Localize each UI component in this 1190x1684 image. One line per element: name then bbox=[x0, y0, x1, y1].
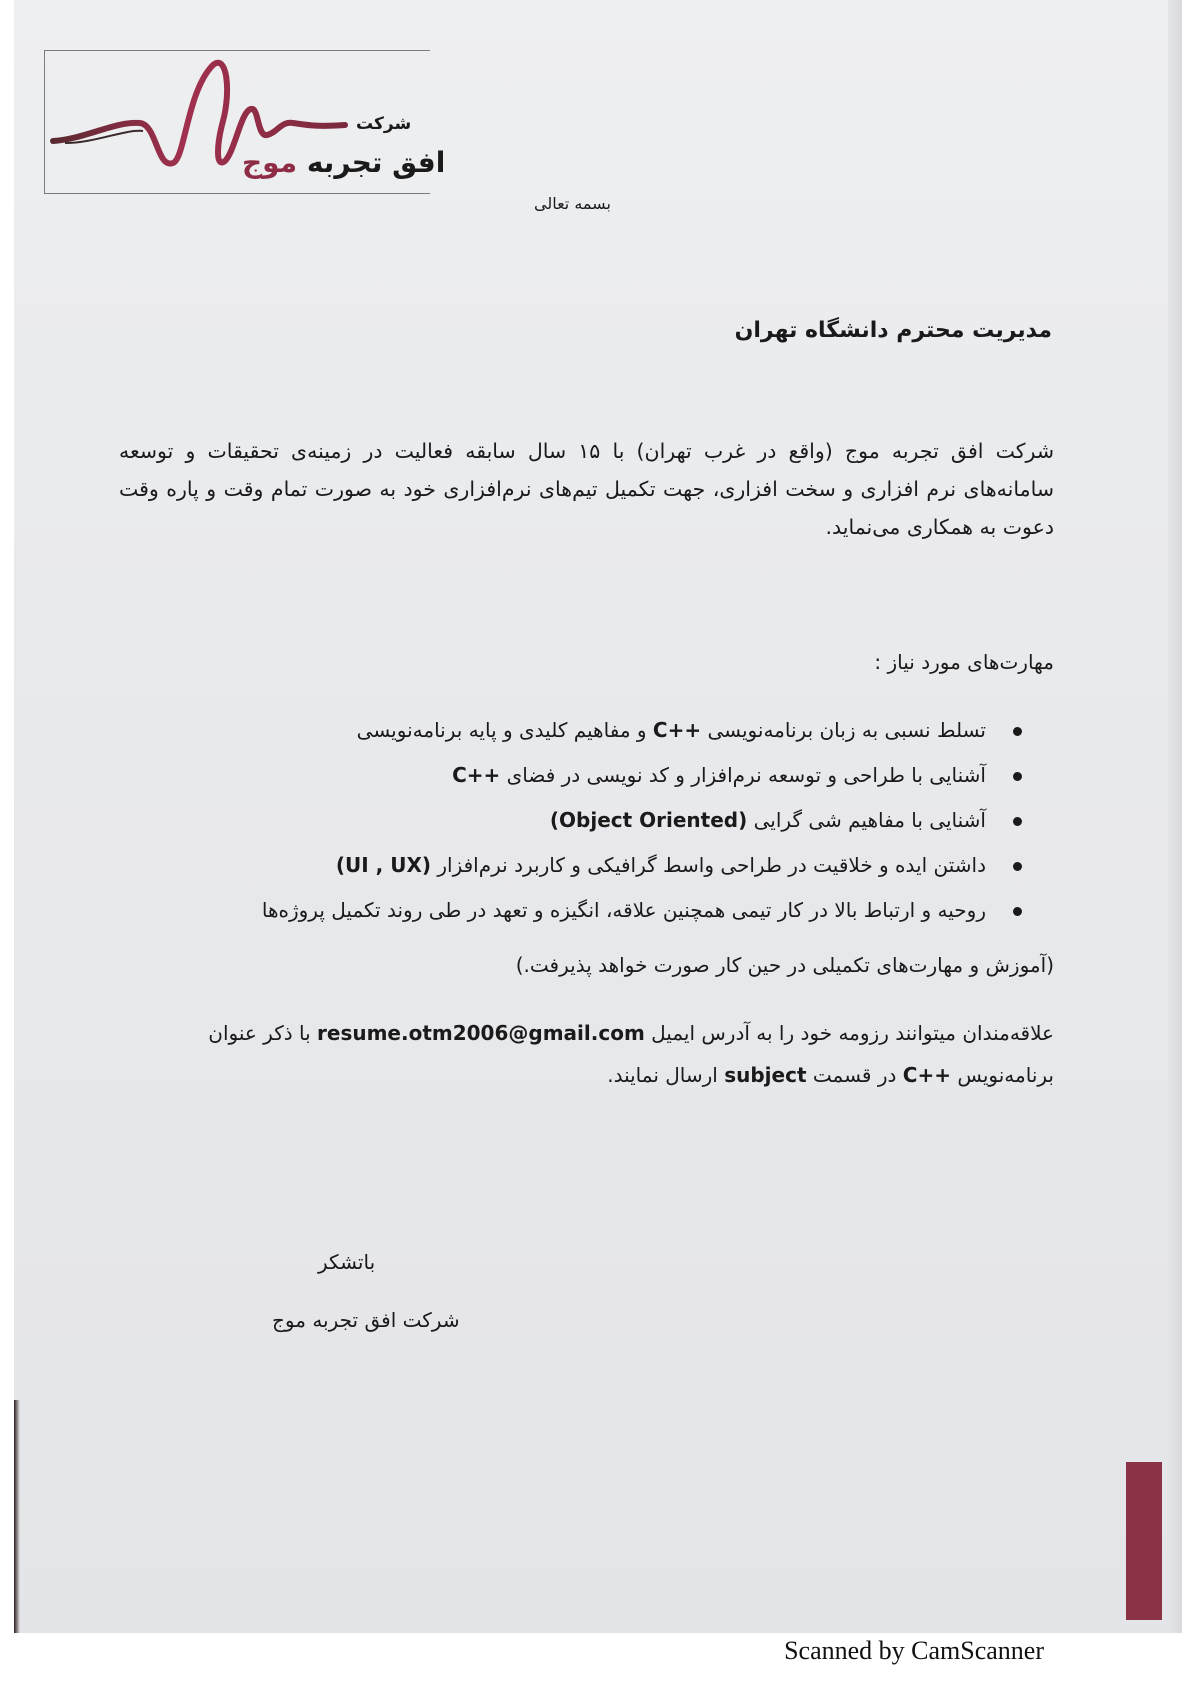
skill-text: داشتن ایده و خلاقیت در طراحی واسط گرافیکی و کاربرد نرم‌افزار bbox=[431, 853, 986, 877]
bullet-icon bbox=[1013, 772, 1022, 781]
apply-text: در قسمت bbox=[806, 1063, 903, 1087]
bullet-icon bbox=[1013, 907, 1022, 916]
skill-item bbox=[162, 888, 1022, 933]
recipient-heading: مدیریت محترم دانشگاه تهران bbox=[734, 318, 1052, 343]
skill-item bbox=[162, 798, 1022, 843]
logo-text-small: شرکت bbox=[356, 114, 412, 134]
skill-text: تسلط نسبی به زبان برنامه‌نویسی bbox=[701, 718, 986, 742]
logo-text-part2: موج bbox=[242, 146, 298, 179]
intro-paragraph: شرکت افق تجربه موج (واقع در غرب تهران) با ۱۵ سال سابقه فعالیت در زمینه‌ی تحقیقات و توسعه سامانه‌های نرم افزاری و سخت افزاری، جهت تکمیل تیم‌های نرم‌افزاری خود به صورت تمام وقت و پاره وقت دعوت به همکاری می‌نماید. bbox=[119, 439, 1054, 539]
apply-term: subject bbox=[724, 1063, 807, 1087]
decorative-strip bbox=[1126, 1462, 1162, 1620]
skills-heading: مهارت‌های مورد نیاز : bbox=[874, 650, 1054, 674]
apply-text: علاقه‌مندان میتوانند رزومه خود را به آدرس ایمیل bbox=[644, 1021, 1054, 1045]
skill-term: (UI , UX) bbox=[335, 853, 432, 877]
signature-company: شرکت افق تجربه موج bbox=[272, 1308, 460, 1332]
bullet-icon bbox=[1013, 727, 1022, 736]
scanned-page bbox=[14, 0, 1182, 1633]
email-address[interactable]: resume.otm2006@gmail.com bbox=[317, 1021, 645, 1045]
skill-text: روحیه و ارتباط بالا در کار تیمی همچنین علاقه، انگیزه و تعهد در طی روند تکمیل پروژه‌ها bbox=[261, 898, 986, 922]
skill-text: آشنایی با طراحی و توسعه نرم‌افزار و کد نویسی در فضای bbox=[500, 763, 986, 787]
apply-text: ارسال نمایند. bbox=[607, 1063, 725, 1087]
logo-text-company bbox=[242, 146, 445, 179]
apply-term: C++ bbox=[902, 1063, 951, 1087]
skill-text: و مفاهیم کلیدی و پایه برنامه‌نویسی bbox=[356, 718, 653, 742]
skill-item bbox=[162, 843, 1022, 888]
skill-term: C++ bbox=[452, 763, 501, 787]
scanner-watermark: Scanned by CamScanner bbox=[784, 1636, 1044, 1665]
skills-list bbox=[162, 708, 1022, 933]
skill-term: C++ bbox=[652, 718, 702, 742]
skill-term: (Object Oriented) bbox=[549, 808, 748, 832]
skill-text: آشنایی با مفاهیم شی گرایی bbox=[747, 808, 986, 832]
header-invocation: بسمه تعالی bbox=[534, 194, 611, 213]
application-paragraph bbox=[119, 1012, 1054, 1096]
logo-text-part1: افق تجربه bbox=[306, 146, 446, 179]
skill-item bbox=[162, 753, 1022, 798]
bullet-icon bbox=[1013, 862, 1022, 871]
training-note: (آموزش و مهارت‌های تکمیلی در حین کار صورت خواهد پذیرفت.) bbox=[515, 953, 1054, 977]
skill-item bbox=[162, 708, 1022, 753]
page-right-edge bbox=[1168, 0, 1182, 1633]
bullet-icon bbox=[1013, 817, 1022, 826]
apply-text: با ذکر عنوان برنامه‌نویس bbox=[208, 1021, 1054, 1087]
closing-thanks: باتشکر bbox=[318, 1250, 376, 1274]
page-edge-shadow bbox=[14, 1400, 20, 1633]
